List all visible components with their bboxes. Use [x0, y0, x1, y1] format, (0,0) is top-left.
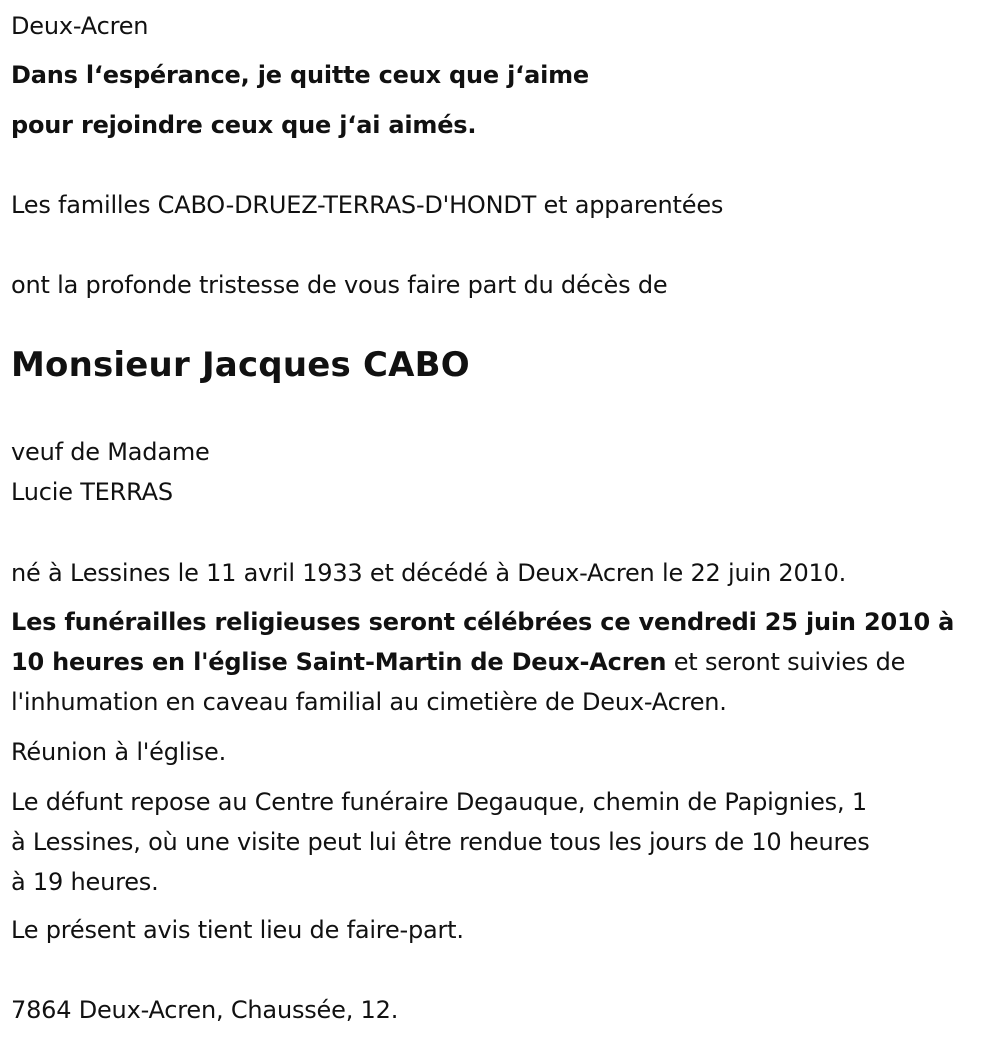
funeral-line-1: Les funérailles religieuses seront célébrées ce vendredi 25 juin 2010 à [11, 608, 955, 636]
funeral-line-2-rest: et seront suivies de [666, 648, 906, 676]
notice-clause: Le présent avis tient lieu de faire-part. [11, 916, 464, 944]
gathering-line: Réunion à l'église. [11, 738, 227, 766]
repose-line-2: à Lessines, où une visite peut lui être rendue tous les jours de 10 heures [11, 828, 870, 856]
address-line: 7864 Deux-Acren, Chaussée, 12. [11, 996, 399, 1024]
repose-line-1: Le défunt repose au Centre funéraire Degauque, chemin de Papignies, 1 [11, 788, 867, 816]
birth-death-line: né à Lessines le 11 avril 1933 et décédé à Deux-Acren le 22 juin 2010. [11, 559, 847, 587]
repose-line-3: à 19 heures. [11, 868, 159, 896]
funeral-line-3: l'inhumation en caveau familial au cimetière de Deux-Acren. [11, 688, 727, 716]
announcement-line: ont la profonde tristesse de vous faire part du décès de [11, 271, 668, 299]
widower-line-2: Lucie TERRAS [11, 478, 173, 506]
epigraph-line-1: Dans l‘espérance, je quitte ceux que j‘aime [11, 61, 590, 89]
funeral-line-2-bold: 10 heures en l'église Saint-Martin de Deux-Acren [11, 648, 667, 676]
deceased-name: Monsieur Jacques CABO [11, 345, 470, 385]
epigraph-line-2: pour rejoindre ceux que j‘ai aimés. [11, 111, 477, 139]
widower-line-1: veuf de Madame [11, 438, 210, 466]
location-header: Deux-Acren [11, 12, 149, 40]
families-line: Les familles CABO-DRUEZ-TERRAS-D'HONDT et apparentées [11, 191, 724, 219]
funeral-line-2 [11, 646, 905, 678]
